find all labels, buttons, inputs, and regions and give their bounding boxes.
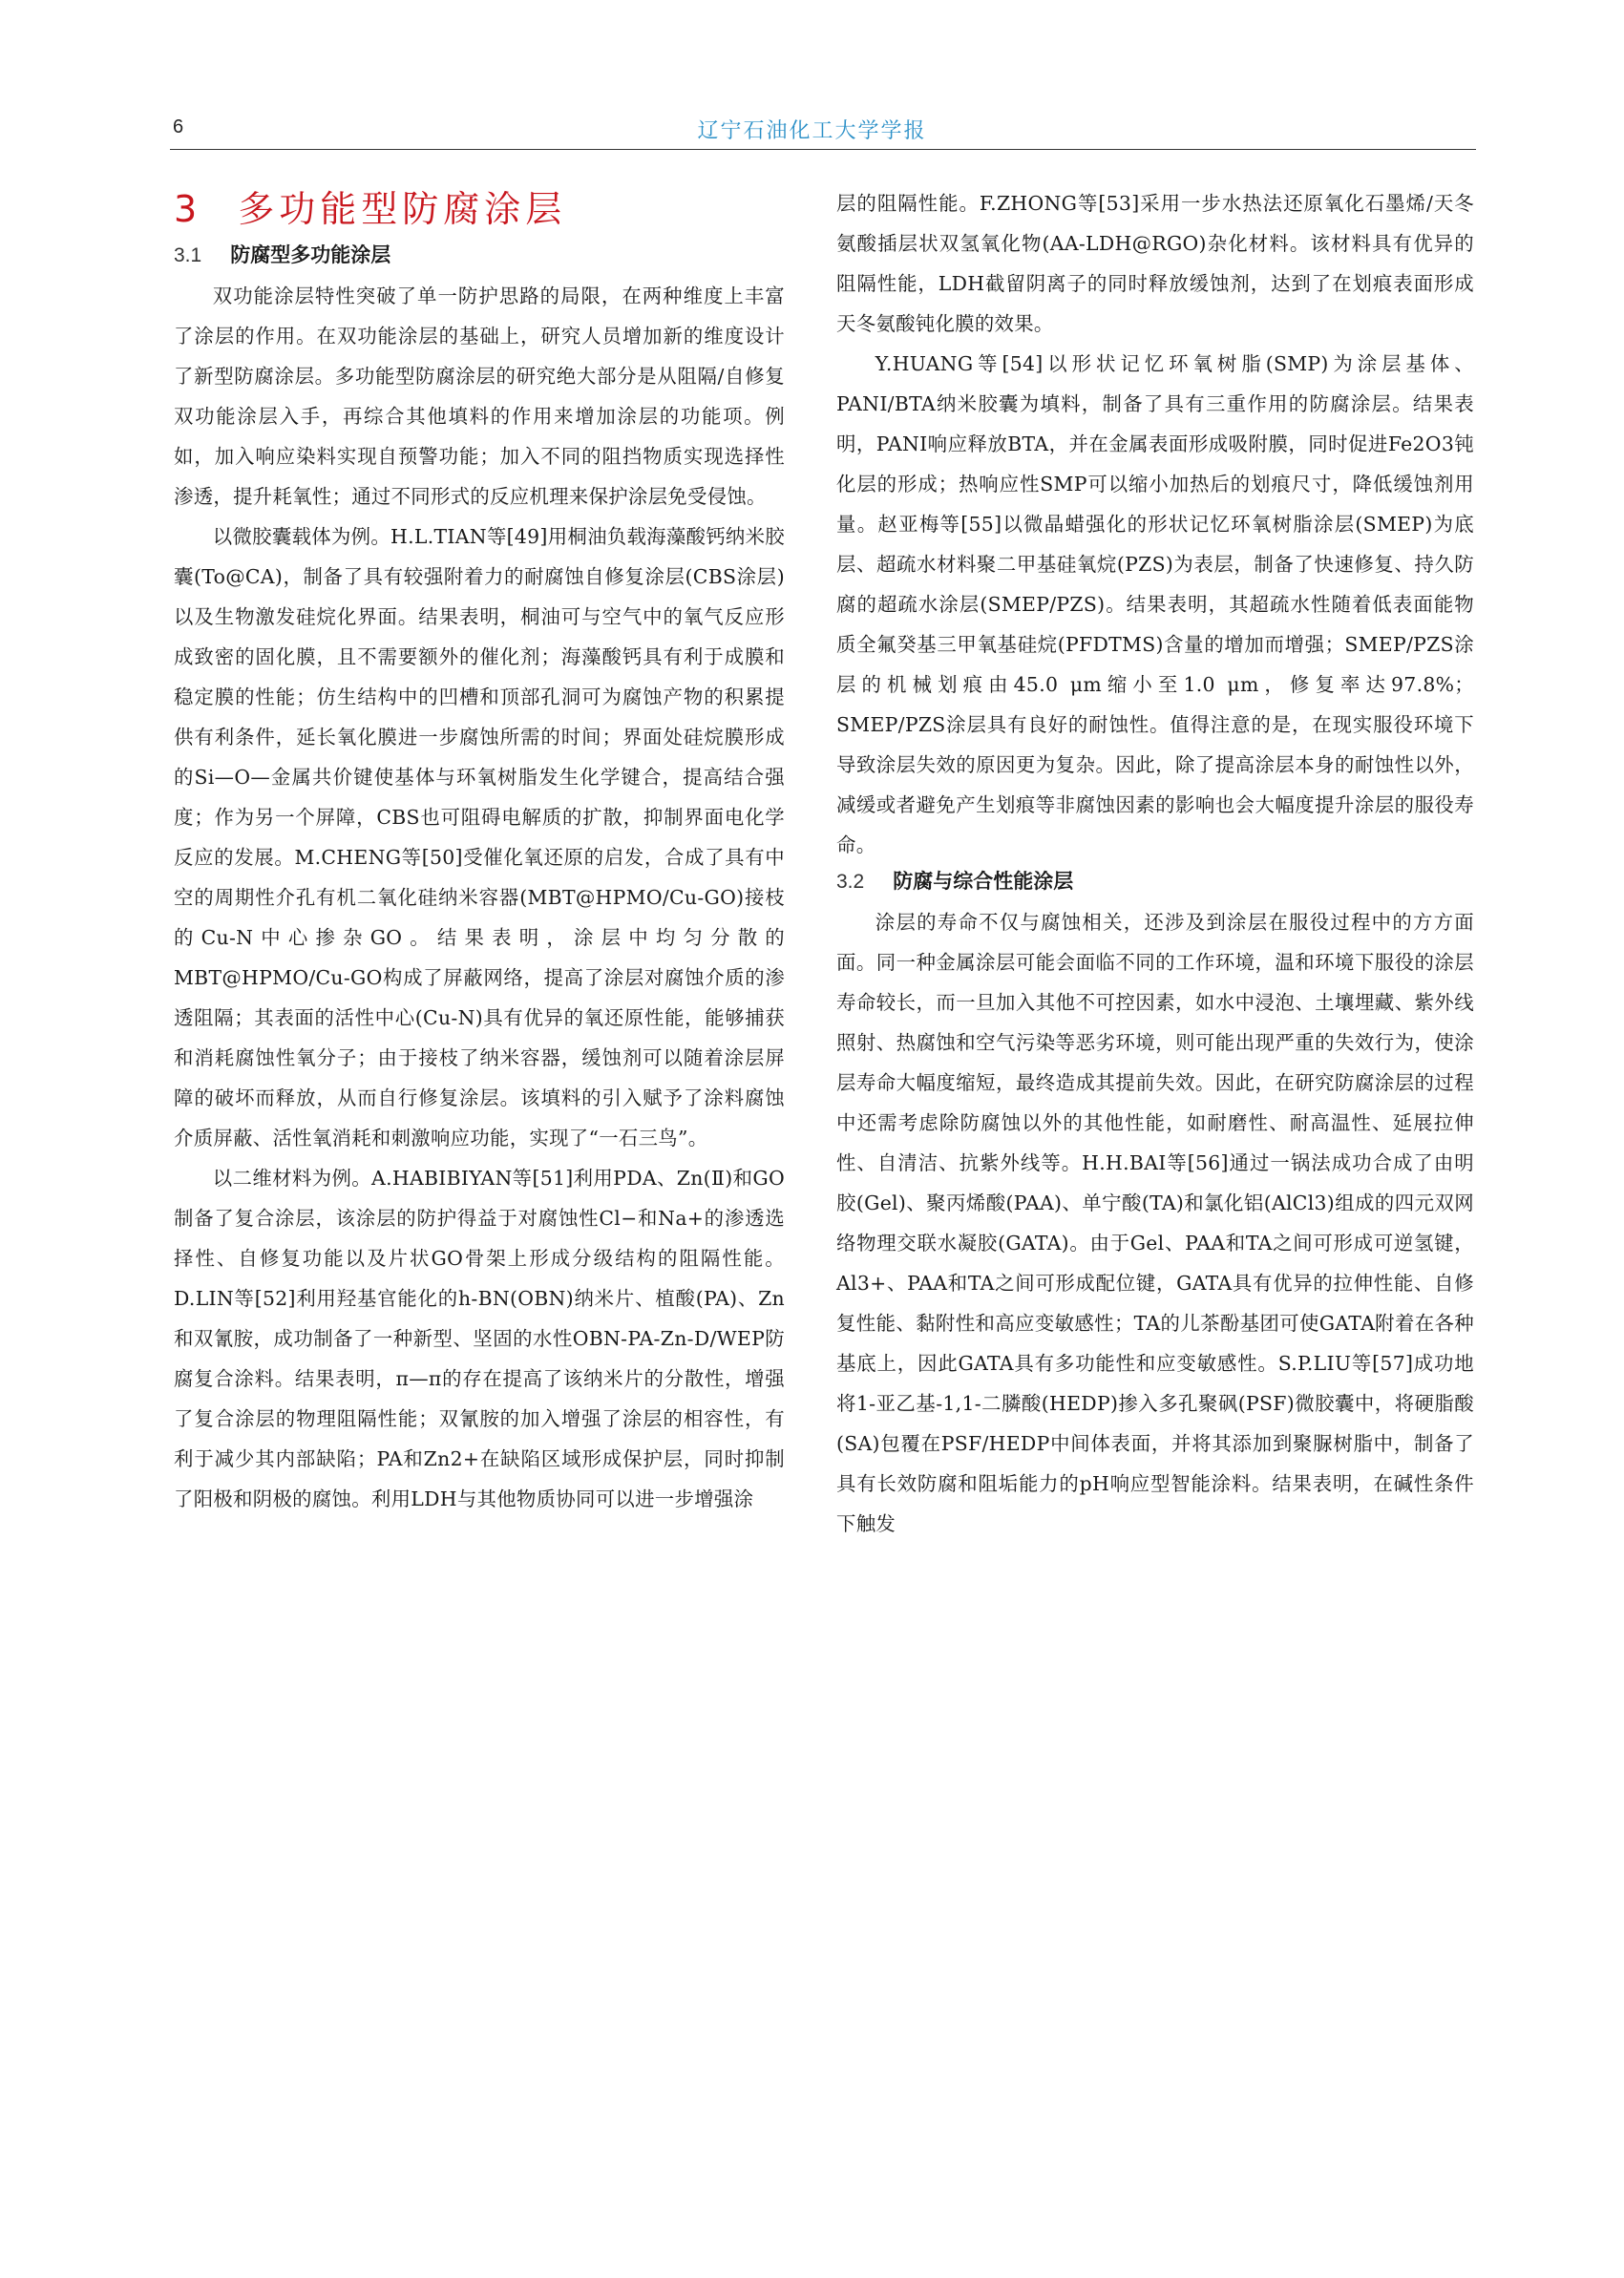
paragraph: 以微胶囊载体为例。H.L.TIAN等[49]用桐油负载海藻酸钙纳米胶囊(To@CA)，制备了具有较强附着力的耐腐蚀自修复涂层(CBS涂层)以及生物激发硅烷化界面。结果表明，桐油可与空气中的氧气反应形成致密的固化膜，且不需要额外的催化剂；海藻酸钙具有利于成膜和稳定膜的性能；仿生结构中的凹槽和顶部孔洞可为腐蚀产物的积累提供有利条件，延长氧化膜进一步腐蚀所需的时间；界面处硅烷膜形成的Si—O—金属共价键使基体与环氧树脂发生化学键合，提高结合强度；作为另一个屏障，CBS也可阻碍电解质的扩散，抑制界面电化学反应的发展。M.CHENG等[50]受催化氧还原的启发，合成了具有中空的周期性介孔有机二氧化硅纳米容器(MBT@HPMO/Cu-GO)接枝的Cu-N中心掺杂GO。结果表明，涂层中均匀分散的MBT@HPMO/Cu-GO构成了屏蔽网络，提高了涂层对腐蚀介质的渗透阻隔；其表面的活性中心(Cu-N)具有优异的氧还原性能，能够捕获和消耗腐蚀性氧分子；由于接枝了纳米容器，缓蚀剂可以随着涂层屏障的破坏而释放，从而自行修复涂层。该填料的引入赋予了涂料腐蚀介质屏蔽、活性氧消耗和刺激响应功能，实现了“一石三鸟”。 <box>174 525 785 1150</box>
paragraph: 以二维材料为例。A.HABIBIYAN等[51]利用PDA、Zn(Ⅱ)和GO制备了复合涂层，该涂层的防护得益于对腐蚀性Cl−和Na+的渗透选择性、自修复功能以及片状GO骨架上形成分级结构的阻隔性能。D.LIN等[52]利用羟基官能化的h-BN(OBN)纳米片、植酸(PA)、Zn和双氰胺，成功制备了一种新型、坚固的水性OBN-PA-Zn-D/WEP防腐复合涂料。结果表明，π—π的存在提高了该纳米片的分散性，增强了复合涂层的物理阻隔性能；双氰胺的加入增强了涂层的相容性，有利于减少其内部缺陷；PA和Zn2+在缺陷区域形成保护层，同时抑制了阳极和阴极的腐蚀。利用LDH与其他物质协同可以进一步增强涂 <box>174 1167 785 1510</box>
header-divider <box>170 149 1476 150</box>
section-heading <box>174 185 785 233</box>
left-column <box>174 183 785 1519</box>
journal-title: 辽宁石油化工大学学报 <box>697 119 927 143</box>
right-column <box>836 183 1474 1544</box>
paragraph: Y.HUANG等[54]以形状记忆环氧树脂(SMP)为涂层基体、PANI/BTA纳米胶囊为填料，制备了具有三重作用的防腐涂层。结果表明，PANI响应释放BTA，并在金属表面形成吸附膜，同时促进Fe2O3钝化层的形成；热响应性SMP可以缩小加热后的划痕尺寸，降低缓蚀剂用量。赵亚梅等[55]以微晶蜡强化的形状记忆环氧树脂涂层(SMEP)为底层、超疏水材料聚二甲基硅氧烷(PZS)为表层，制备了快速修复、持久防腐的超疏水涂层(SMEP/PZS)。结果表明，其超疏水性随着低表面能物质全氟癸基三甲氧基硅烷(PFDTMS)含量的增加而增强；SMEP/PZS涂层的机械划痕由45.0 μm缩小至1.0 μm，修复率达97.8%；SMEP/PZS涂层具有良好的耐蚀性。值得注意的是，在现实服役环境下导致涂层失效的原因更为复杂。因此，除了提高涂层本身的耐蚀性以外，减缓或者避免产生划痕等非腐蚀因素的影响也会大幅度提升涂层的服役寿命。 <box>836 352 1474 856</box>
subsection-number: 3.2 <box>836 871 865 893</box>
section-number: 3 <box>174 188 202 230</box>
section-title: 多功能型防腐涂层 <box>238 188 567 230</box>
page-number: 6 <box>173 116 184 137</box>
subsection-title: 防腐与综合性能涂层 <box>893 870 1074 893</box>
paragraph: 双功能涂层特性突破了单一防护思路的局限，在两种维度上丰富了涂层的作用。在双功能涂层的基础上，研究人员增加新的维度设计了新型防腐涂层。多功能型防腐涂层的研究绝大部分是从阻隔/自修复双功能涂层入手，再综合其他填料的作用来增加涂层的功能项。例如，加入响应染料实现自预警功能；加入不同的阻挡物质实现选择性渗透，提升耗氧性；通过不同形式的反应机理来保护涂层免受侵蚀。 <box>174 285 785 508</box>
paragraph: 涂层的寿命不仅与腐蚀相关，还涉及到涂层在服役过程中的方方面面。同一种金属涂层可能会面临不同的工作环境，温和环境下服役的涂层寿命较长，而一旦加入其他不可控因素，如水中浸泡、土壤埋藏、紫外线照射、热腐蚀和空气污染等恶劣环境，则可能出现严重的失效行为，使涂层寿命大幅度缩短，最终造成其提前失效。因此，在研究防腐涂层的过程中还需考虑除防腐蚀以外的其他性能，如耐磨性、耐高温性、延展拉伸性、自清洁、抗紫外线等。H.H.BAI等[56]通过一锅法成功合成了由明胶(Gel)、聚丙烯酸(PAA)、单宁酸(TA)和氯化铝(AlCl3)组成的四元双网络物理交联水凝胶(GATA)。由于Gel、PAA和TA之间可形成可逆氢键，Al3+、PAA和TA之间可形成配位键，GATA具有优异的拉伸性能、自修复性能、黏附性和高应变敏感性；TA的儿茶酚基团可使GATA附着在各种基底上，因此GATA具有多功能性和应变敏感性。S.P.LIU等[57]成功地将1-亚乙基-1,1-二膦酸(HEDP)掺入多孔聚砜(PSF)微胶囊中，将硬脂酸(SA)包覆在PSF/HEDP中间体表面，并将其添加到聚脲树脂中，制备了具有长效防腐和阻垢能力的pH响应型智能涂料。结果表明，在碱性条件下触发 <box>836 911 1474 1535</box>
paragraph-continued: 层的阻隔性能。F.ZHONG等[53]采用一步水热法还原氧化石墨烯/天冬氨酸插层状双氢氧化物(AA-LDH@RGO)杂化材料。该材料具有优异的阻隔性能，LDH截留阴离子的同时释放缓蚀剂，达到了在划痕表面形成天冬氨酸钝化膜的效果。 <box>836 192 1474 335</box>
subsection-title: 防腐型多功能涂层 <box>230 243 391 266</box>
subsection-heading-3-2 <box>836 865 1474 898</box>
subsection-heading-3-1 <box>174 239 785 272</box>
subsection-number: 3.1 <box>174 244 202 266</box>
